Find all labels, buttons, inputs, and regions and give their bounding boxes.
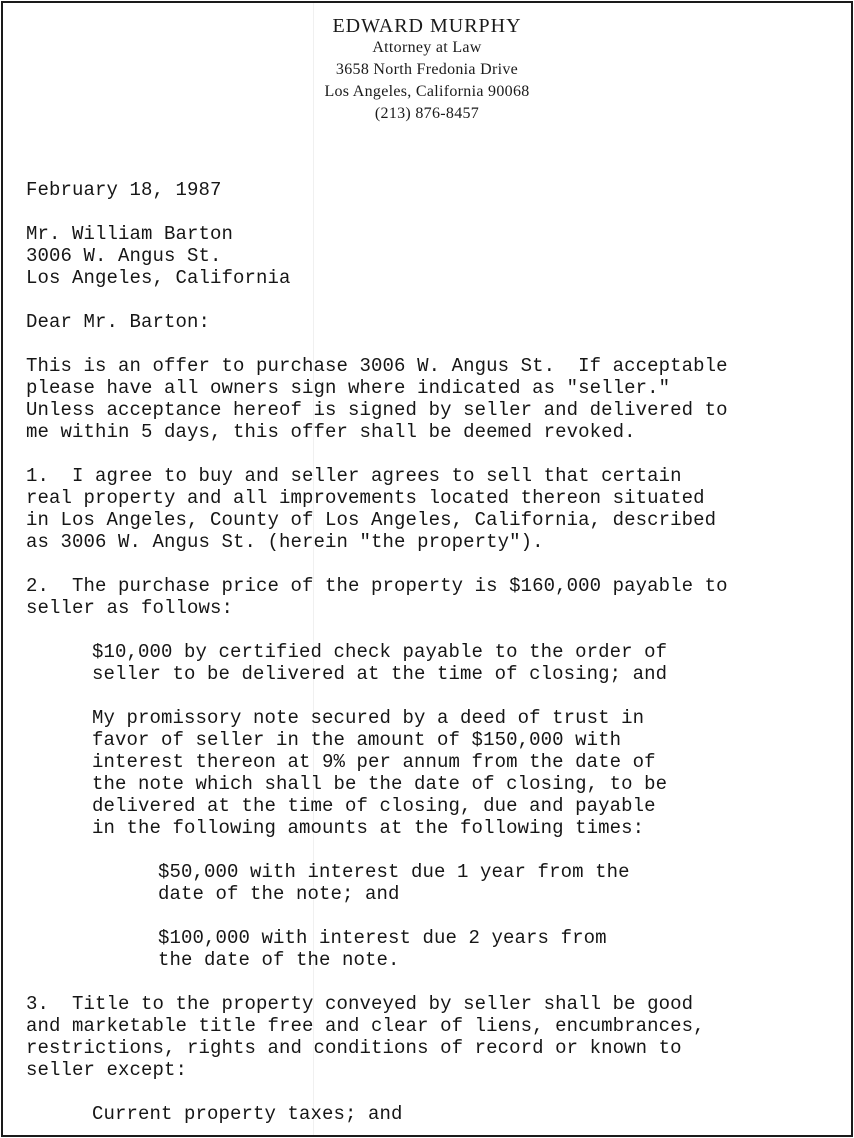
recipient-name: Mr. William Barton (26, 223, 234, 245)
text-line: $50,000 with interest due 1 year from the (158, 861, 630, 883)
text-line: 2. The purchase price of the property is $160,000 payable to (26, 575, 728, 597)
attorney-phone: (213) 876-8457 (374, 105, 480, 122)
text-line: seller except: (26, 1059, 188, 1081)
text-line: seller as follows: (26, 597, 234, 619)
attorney-address-city: Los Angeles, California 90068 (324, 83, 530, 100)
text-line: real property and all improvements located thereon situated (26, 487, 705, 509)
recipient-city: Los Angeles, California (26, 267, 291, 289)
letter-date: February 18, 1987 (26, 179, 222, 201)
text-line: My promissory note secured by a deed of trust in (92, 707, 645, 729)
text-line: in the following amounts at the following times: (92, 817, 645, 839)
paragraph-2-cash (26, 641, 836, 685)
text-line: restrictions, rights and conditions of record or known to (26, 1037, 682, 1059)
intro-paragraph (26, 355, 836, 443)
text-line: as 3006 W. Angus St. (herein "the property"). (26, 531, 544, 553)
payment-1 (26, 861, 836, 905)
text-line: please have all owners sign where indicated as "seller." (26, 377, 671, 399)
attorney-address-street: 3658 North Fredonia Drive (335, 61, 519, 78)
text-line: $100,000 with interest due 2 years from (158, 927, 607, 949)
letterhead (3, 15, 851, 125)
paragraph-3-exception (26, 1103, 836, 1125)
paragraph-2 (26, 575, 836, 619)
paragraph-2-note (26, 707, 836, 839)
text-line: the note which shall be the date of closing, to be (92, 773, 668, 795)
text-line: 1. I agree to buy and seller agrees to sell that certain (26, 465, 682, 487)
text-line: delivered at the time of closing, due and payable (92, 795, 656, 817)
text-line: $10,000 by certified check payable to the order of (92, 641, 668, 663)
text-line: 3. Title to the property conveyed by seller shall be good (26, 993, 694, 1015)
attorney-name: EDWARD MURPHY (332, 15, 522, 37)
paragraph-1 (26, 465, 836, 553)
text-line: me within 5 days, this offer shall be deemed revoked. (26, 421, 636, 443)
salutation: Dear Mr. Barton: (26, 311, 211, 333)
text-line: Current property taxes; and (92, 1103, 403, 1125)
text-line: the date of the note. (158, 949, 400, 971)
text-line: interest thereon at 9% per annum from the date of (92, 751, 656, 773)
paragraph-3 (26, 993, 836, 1081)
payment-2 (26, 927, 836, 971)
text-line: date of the note; and (158, 883, 400, 905)
text-line: favor of seller in the amount of $150,000 with (92, 729, 622, 751)
attorney-title: Attorney at Law (372, 39, 482, 56)
recipient-street: 3006 W. Angus St. (26, 245, 222, 267)
letter-body (26, 179, 836, 1125)
letter-page (1, 1, 853, 1137)
text-line: Unless acceptance hereof is signed by seller and delivered to (26, 399, 728, 421)
text-line: seller to be delivered at the time of closing; and (92, 663, 668, 685)
text-line: in Los Angeles, County of Los Angeles, California, described (26, 509, 717, 531)
text-line: This is an offer to purchase 3006 W. Angus St. If acceptable (26, 355, 728, 377)
text-line: and marketable title free and clear of liens, encumbrances, (26, 1015, 705, 1037)
